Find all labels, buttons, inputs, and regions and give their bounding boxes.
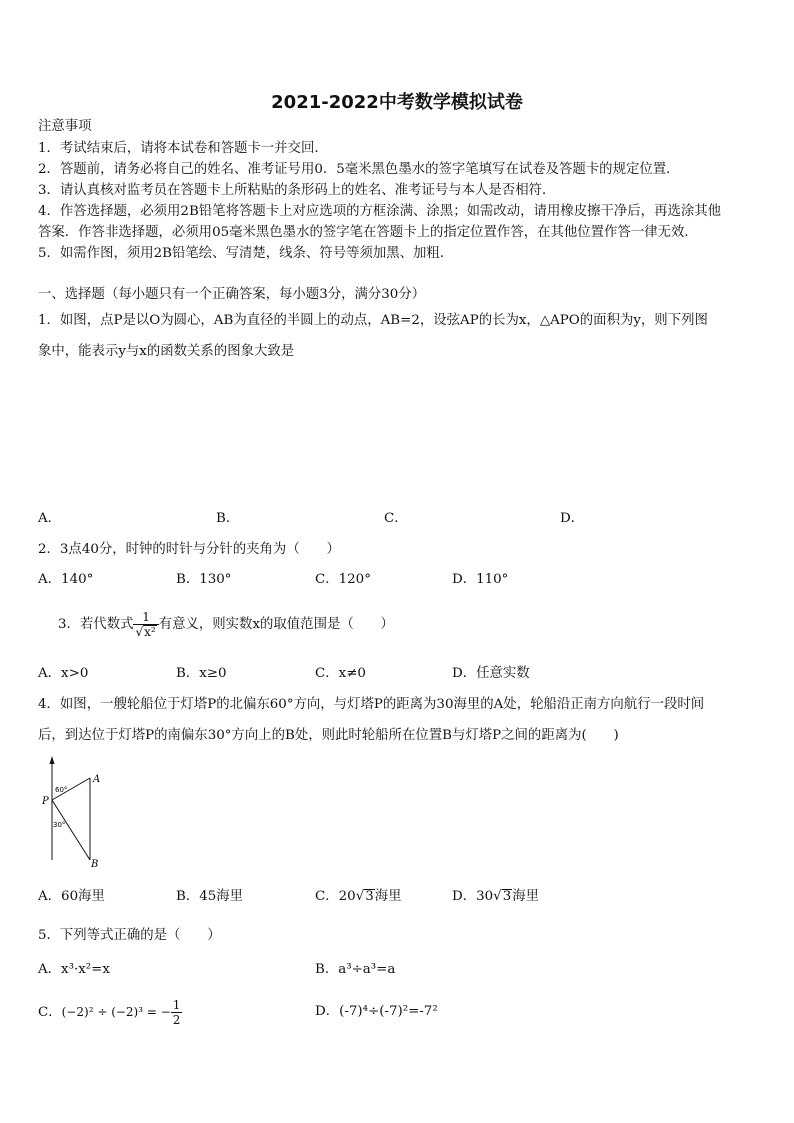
notice-item: 2．答题前，请务必将自己的姓名、准考证号用0．5毫米黑色墨水的签字笔填写在试卷及答题卡的规定位置． (38, 162, 680, 177)
q5-option-a: A．x³·x²=x (38, 962, 110, 977)
label-p: P (42, 796, 49, 807)
question-4-line1: 4．如图，一艘轮船位于灯塔P的北偏东60°方向，与灯塔P的距离为30海里的A处，轮船沿正南方向航行一段时间 (38, 697, 705, 712)
q2-option-a: A．140° (38, 572, 94, 587)
q1-option-a: A． (38, 511, 62, 526)
question-4-line2: 后，到达位于灯塔P的南偏东30°方向上的B处，则此时轮船所在位置B与灯塔P之间的距离为( ) (38, 728, 619, 743)
question-1-line2: 象中，能表示y与x的函数关系的图象大致是 (38, 344, 295, 359)
q3-frac-num: 1 (142, 610, 150, 624)
q4-option-c: C．20√3海里 (315, 889, 402, 904)
q2-option-d: D．110° (452, 572, 509, 587)
q5-option-c-fraction: $\frac{1}{2}$ (172, 998, 181, 1027)
notice-item: 4．作答选择题，必须用2B铅笔将答题卡上对应选项的方框涂满、涂黑；如需改动，请用橡皮擦干净后，再选涂其他 (38, 204, 722, 219)
q5-option-b: B．a³÷a³=a (315, 962, 396, 977)
q3-option-a: A．x>0 (38, 666, 89, 681)
q1-option-d: D． (560, 511, 585, 526)
q2-option-c: C．120° (315, 572, 371, 587)
notice-item: 答案．作答非选择题，必须用05毫米黑色墨水的签字笔在答题卡上的指定位置作答，在其他位置作答一律无效． (38, 225, 698, 240)
q1-option-c: C． (384, 511, 408, 526)
segment-pb (52, 800, 90, 860)
question-2-stem: 2．3点40分，时钟的时针与分针的夹角为（ ） (38, 542, 340, 557)
q3-fraction (133, 610, 158, 639)
q5-option-c (38, 994, 182, 1031)
question-3-stem (58, 605, 394, 645)
angle-30-label: 30° (53, 821, 66, 829)
q5-option-c-prefix: C． (38, 1005, 62, 1020)
angle-60-label: 60° (55, 786, 68, 794)
notice-heading: 注意事项 (38, 119, 92, 134)
q3-option-b: B．x≥0 (176, 666, 227, 681)
label-b: B (91, 859, 99, 868)
q1-option-b: B． (216, 511, 240, 526)
north-arrow-icon (50, 756, 55, 764)
page-title: 2021-2022中考数学模拟试卷 (271, 92, 523, 113)
q3-frac-den: √x² (133, 624, 158, 639)
lighthouse-diagram (38, 756, 108, 868)
q4-option-a: A．60海里 (38, 889, 105, 904)
question-1-line1: 1．如图，点P是以O为圆心，AB为直径的半圆上的动点，AB=2，设弦AP的长为x，△APO的面积为y，则下列图 (38, 313, 708, 328)
question-5-stem: 5．下列等式正确的是（ ） (38, 928, 221, 943)
q3-option-c: C．x≠0 (315, 666, 366, 681)
q2-option-b: B．130° (176, 572, 232, 587)
section-heading: 一、选择题（每小题只有一个正确答案，每小题3分，满分30分） (38, 287, 426, 302)
q4-option-b: B．45海里 (176, 889, 244, 904)
q3-suffix: 有意义，则实数x的取值范围是（ ） (158, 617, 394, 632)
q5-option-c-expr: (−2)² ÷ (−2)³ = − (61, 1005, 171, 1019)
notice-item: 5．如需作图，须用2B铅笔绘、写清楚，线条、符号等须加黑、加粗． (38, 246, 454, 261)
notice-item: 3．请认真核对监考员在答题卡上所粘贴的条形码上的姓名、准考证号与本人是否相符． (38, 183, 556, 198)
q3-option-d: D．任意实数 (452, 666, 530, 681)
q3-prefix: 3．若代数式 (58, 617, 134, 632)
label-a: A (93, 774, 101, 785)
q4-option-d: D．30√3海里 (452, 889, 540, 904)
q5-option-d: D．(-7)⁴÷(-7)²=-7² (315, 1004, 438, 1019)
notice-item: 1．考试结束后，请将本试卷和答题卡一并交回． (38, 141, 328, 156)
